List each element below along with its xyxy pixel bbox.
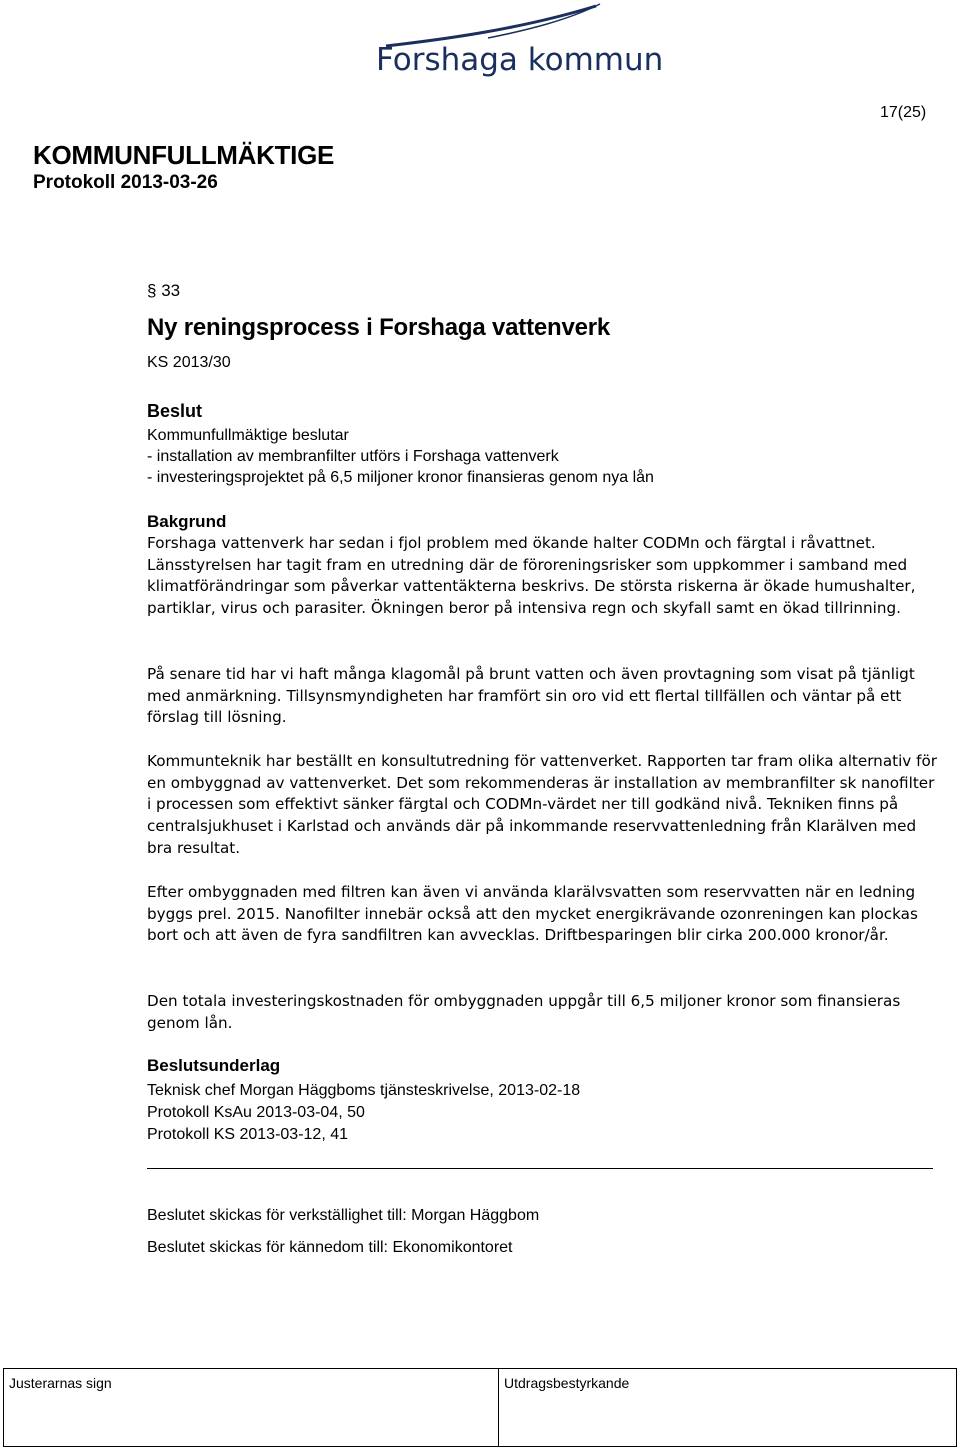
- org-title: KOMMUNFULLMÄKTIGE: [33, 140, 335, 170]
- section-number-value: 33: [161, 281, 181, 300]
- bakgrund-paragraph: Forshaga vattenverk har sedan i fjol problem med ökande halter CODMn och färgtal i råvattnet. Länsstyrelsen har tagit fram en utredning där de föroreningsrisker som uppkommer i samband med klimatförändringar som påverkar vattentäkterna beskrivs. De största riskerna är ökade humushalter, partiklar, virus och parasiter. Ökningen beror på intensiva regn och skyfall samt en ökad tillrinning.: [147, 534, 916, 618]
- underlag-line: [147, 1124, 348, 1145]
- case-number: KS 2013/30: [147, 354, 231, 371]
- utdragsbestyrkande-label: Utdragsbestyrkande: [504, 1375, 630, 1391]
- municipality-logo: [368, 0, 664, 88]
- protocol-date: Protokoll 2013-03-26: [33, 172, 218, 193]
- beslut-line: - installation av membranfilter utförs i Forshaga vattenverk: [147, 448, 559, 465]
- bakgrund-paragraph: Kommunteknik har beställt en konsultutredning för vattenverket. Rapporten tar fram olika alternativ för en ombyggnad av vattenverket. Det som rekommenderas är installation av membranfilter sk nanofilter i processen som effektivt sänker färgtal och CODMn-värdet ner till godkänd nivå. Tekniken finns på centralsjukhuset i Karlstad och används där på inkommande reservvattenledning från Klarälven med bra resultat.: [147, 752, 937, 857]
- underlag-line: Teknisk chef Morgan Häggboms tjänsteskrivelse, 2013-02-18: [147, 1082, 581, 1099]
- utdragsbestyrkande-box: [498, 1368, 957, 1447]
- beslut-heading: Beslut: [147, 401, 203, 421]
- justerarnas-sign-box: [3, 1368, 499, 1447]
- logo-text: Forshaga kommun: [376, 42, 664, 78]
- divider: [147, 1168, 933, 1169]
- page-number: 17(25): [880, 104, 927, 121]
- underlag-line-text: Protokoll KS 2013-03-12, 41: [147, 1126, 349, 1143]
- bakgrund-paragraph: På senare tid har vi haft många klagomål på brunt vatten och även provtagning som visat på tjänligt med anmärkning. Tillsynsmyndigheten har framfört sin oro vid ett flertal tillfällen och väntar på ett förslag till lösning.: [147, 665, 915, 727]
- justerarnas-sign-label: Justerarnas sign: [9, 1375, 112, 1391]
- underlag-heading: Beslutsunderlag: [147, 1056, 281, 1075]
- distribution-kannedom: Beslutet skickas för kännedom till: Ekonomikontoret: [147, 1239, 513, 1256]
- footer: [0, 1368, 960, 1447]
- bakgrund-paragraph: Efter ombyggnaden med filtren kan även vi använda klarälvsvatten som reservvatten när en ledning byggs prel. 2015. Nanofilter innebär också att den mycket energikrävande ozonreningen kan plockas bort och att även de fyra sandfiltren kan avvecklas. Driftbesparingen blir cirka 200.000 kronor/år.: [147, 883, 918, 945]
- underlag-line: Protokoll KsAu 2013-03-04, 50: [147, 1104, 365, 1121]
- section-number: § 33: [147, 281, 181, 300]
- beslut-line: Kommunfullmäktige beslutar: [147, 427, 349, 444]
- distribution-verkstallighet: Beslutet skickas för verkställighet till: Morgan Häggbom: [147, 1207, 540, 1224]
- page-title: Ny reningsprocess i Forshaga vattenverk: [147, 314, 611, 341]
- bakgrund-paragraph: Den totala investeringskostnaden för ombyggnaden uppgår till 6,5 miljoner kronor som finansieras genom lån.: [147, 992, 901, 1032]
- bakgrund-heading: Bakgrund: [147, 512, 227, 531]
- beslut-line: - investeringsprojektet på 6,5 miljoner kronor finansieras genom nya lån: [147, 469, 654, 486]
